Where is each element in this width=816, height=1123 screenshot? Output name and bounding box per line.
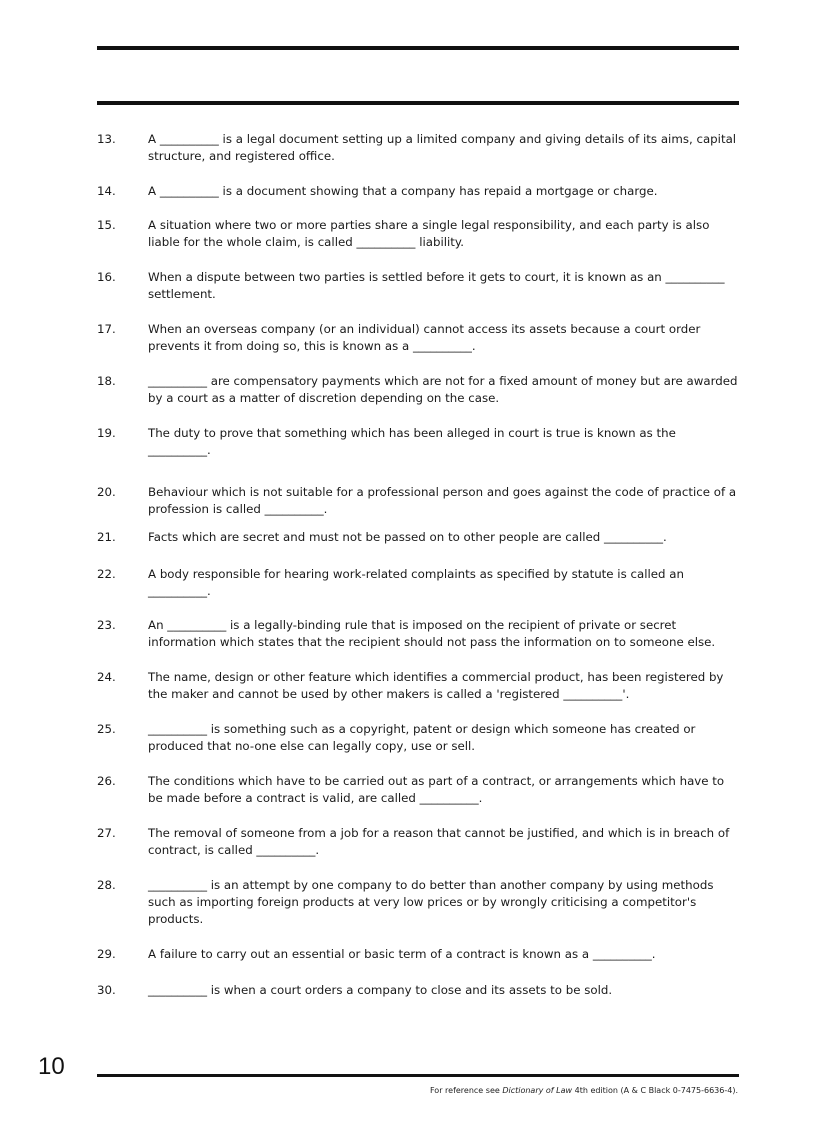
question-item [97, 269, 742, 303]
question-item [97, 183, 742, 200]
question-number: 30. [97, 983, 116, 997]
footer-rule [97, 1074, 739, 1077]
question-item [97, 877, 742, 928]
header-rule-top [97, 46, 739, 50]
footer-book-title: Dictionary of Law [502, 1086, 573, 1095]
question-item [97, 825, 742, 859]
question-item [97, 773, 742, 807]
question-text: Behaviour which is not suitable for a professional person and goes against the code of practice of a profession is called __________. [148, 485, 737, 516]
question-item [97, 373, 742, 407]
question-text: When a dispute between two parties is settled before it gets to court, it is known as an __________ settlement. [148, 270, 725, 301]
question-text: __________ is an attempt by one company to do better than another company by using methods such as importing foreign products at very low prices or by wrongly criticising a competitor's products. [148, 878, 714, 926]
question-number: 18. [97, 374, 116, 388]
question-item [97, 946, 742, 963]
question-item [97, 217, 742, 251]
question-item [97, 566, 742, 600]
question-text: The name, design or other feature which identifies a commercial product, has been registered by the maker and cannot be used by other makers is called a 'registered __________'. [148, 670, 724, 701]
footer-prefix: For reference see [429, 1086, 503, 1095]
question-number: 28. [97, 878, 116, 892]
header-rule-bottom [97, 101, 739, 105]
question-item [97, 484, 742, 518]
question-item [97, 721, 742, 755]
question-text: The duty to prove that something which has been alleged in court is true is known as the __________. [148, 426, 676, 457]
question-number: 21. [97, 530, 116, 544]
question-text: A failure to carry out an essential or basic term of a contract is known as a __________. [148, 947, 656, 961]
question-number: 17. [97, 322, 116, 336]
question-item [97, 669, 742, 703]
question-number: 15. [97, 218, 116, 232]
question-text: __________ is when a court orders a company to close and its assets to be sold. [148, 983, 613, 997]
question-number: 16. [97, 270, 116, 284]
question-number: 26. [97, 774, 116, 788]
question-item [97, 617, 742, 651]
question-text: A __________ is a legal document setting up a limited company and giving details of its aims, capital structure, and registered office. [148, 132, 737, 163]
question-text: __________ are compensatory payments which are not for a fixed amount of money but are awarded by a court as a matter of discretion depending on the case. [148, 374, 738, 405]
question-number: 29. [97, 947, 116, 961]
page-number: 10 [38, 1053, 65, 1080]
question-number: 22. [97, 567, 116, 581]
question-number: 27. [97, 826, 116, 840]
question-text: A situation where two or more parties share a single legal responsibility, and each party is also liable for the whole claim, is called __________ liability. [148, 218, 710, 249]
question-text: __________ is something such as a copyright, patent or design which someone has created or produced that no-one else can legally copy, use or sell. [148, 722, 696, 753]
question-number: 13. [97, 132, 116, 146]
question-item [97, 321, 742, 355]
question-text: The conditions which have to be carried out as part of a contract, or arrangements which have to be made before a contract is valid, are called __________. [148, 774, 725, 805]
question-text: A body responsible for hearing work-related complaints as specified by statute is called an __________. [148, 567, 684, 598]
question-item [97, 529, 742, 546]
question-number: 25. [97, 722, 116, 736]
footer-suffix: 4th edition (A & C Black 0-7475-6636-4). [572, 1086, 738, 1095]
question-item [97, 982, 742, 999]
question-text: A __________ is a document showing that a company has repaid a mortgage or charge. [148, 184, 658, 198]
question-text: Facts which are secret and must not be passed on to other people are called __________. [148, 530, 667, 544]
question-text: The removal of someone from a job for a reason that cannot be justified, and which is in breach of contract, is called __________. [148, 826, 730, 857]
question-number: 23. [97, 618, 116, 632]
question-text: An __________ is a legally-binding rule that is imposed on the recipient of private or secret information which states that the recipient should not pass the information on to someone else. [148, 618, 716, 649]
question-number: 19. [97, 426, 116, 440]
question-item [97, 131, 742, 165]
question-number: 14. [97, 184, 116, 198]
question-item [97, 425, 742, 459]
footer-reference [430, 1086, 738, 1095]
question-text: When an overseas company (or an individual) cannot access its assets because a court order prevents it from doing so, this is known as a __________. [148, 322, 701, 353]
question-number: 24. [97, 670, 116, 684]
question-number: 20. [97, 485, 116, 499]
